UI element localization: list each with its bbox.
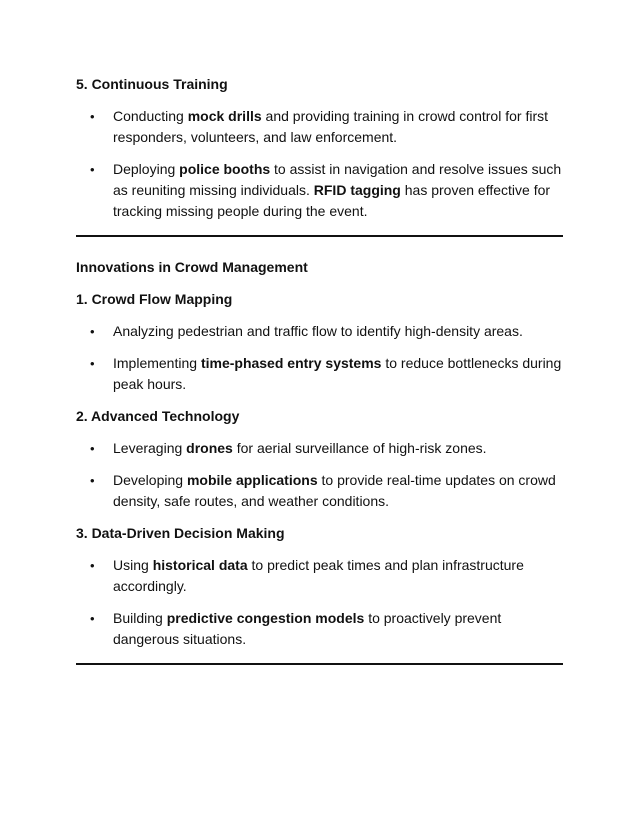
list-item: • Implementing time-phased entry systems to reduce bottlenecks during peak hours. — [90, 355, 562, 392]
list-item: • Using historical data to predict peak times and plan infrastructure accordingly. — [90, 557, 524, 594]
list-item: • Analyzing pedestrian and traffic flow to identify high-density areas. — [76, 321, 566, 342]
bullet-icon: • — [90, 324, 95, 339]
section-continuous-training — [76, 74, 566, 222]
bullet-icon: • — [90, 441, 95, 456]
section-advanced-technology — [76, 406, 566, 512]
list-item: • Leveraging drones for aerial surveillance of high-risk zones. — [76, 438, 566, 459]
bullet-icon: • — [90, 558, 95, 573]
section-heading: 5. Continuous Training — [76, 76, 228, 92]
horizontal-divider — [76, 235, 563, 237]
bullet-icon: • — [90, 356, 95, 371]
section-innovations — [76, 257, 566, 278]
bold-term: predictive congestion models — [166, 610, 365, 626]
bullet-list — [76, 106, 566, 222]
bullet-list — [76, 438, 566, 512]
bold-term: mock drills — [187, 108, 262, 124]
bullet-list — [76, 321, 566, 395]
list-item: • Deploying police booths to assist in navigation and resolve issues such as reuniting missing individuals. RFID tagging has proven effective for tracking missing people during the event. — [90, 161, 562, 219]
horizontal-divider — [76, 663, 563, 665]
list-item: • Conducting mock drills and providing training in crowd control for first responders, volunteers, and law enforcement. — [90, 108, 548, 145]
section-heading: 3. Data-Driven Decision Making — [76, 525, 285, 541]
section-crowd-flow-mapping — [76, 289, 566, 395]
bullet-list — [76, 555, 566, 650]
bold-term: drones — [186, 440, 233, 456]
section-heading: Innovations in Crowd Management — [76, 259, 308, 275]
bold-term: mobile applications — [186, 472, 318, 488]
document-page — [76, 74, 566, 665]
bullet-icon: • — [90, 611, 95, 626]
bold-term: RFID tagging — [313, 182, 401, 198]
bullet-icon: • — [90, 473, 95, 488]
section-heading: 1. Crowd Flow Mapping — [76, 291, 233, 307]
section-data-driven-decision-making — [76, 523, 566, 650]
section-heading: 2. Advanced Technology — [76, 408, 240, 424]
bold-term: police booths — [179, 161, 271, 177]
bullet-icon: • — [90, 162, 95, 177]
list-item: • Developing mobile applications to provide real-time updates on crowd density, safe routes, and weather conditions. — [90, 472, 556, 509]
list-item: • Building predictive congestion models to proactively prevent dangerous situations. — [90, 610, 502, 647]
bold-term: historical data — [152, 557, 248, 573]
bold-term: time-phased entry systems — [200, 355, 382, 371]
bullet-icon: • — [90, 109, 95, 124]
